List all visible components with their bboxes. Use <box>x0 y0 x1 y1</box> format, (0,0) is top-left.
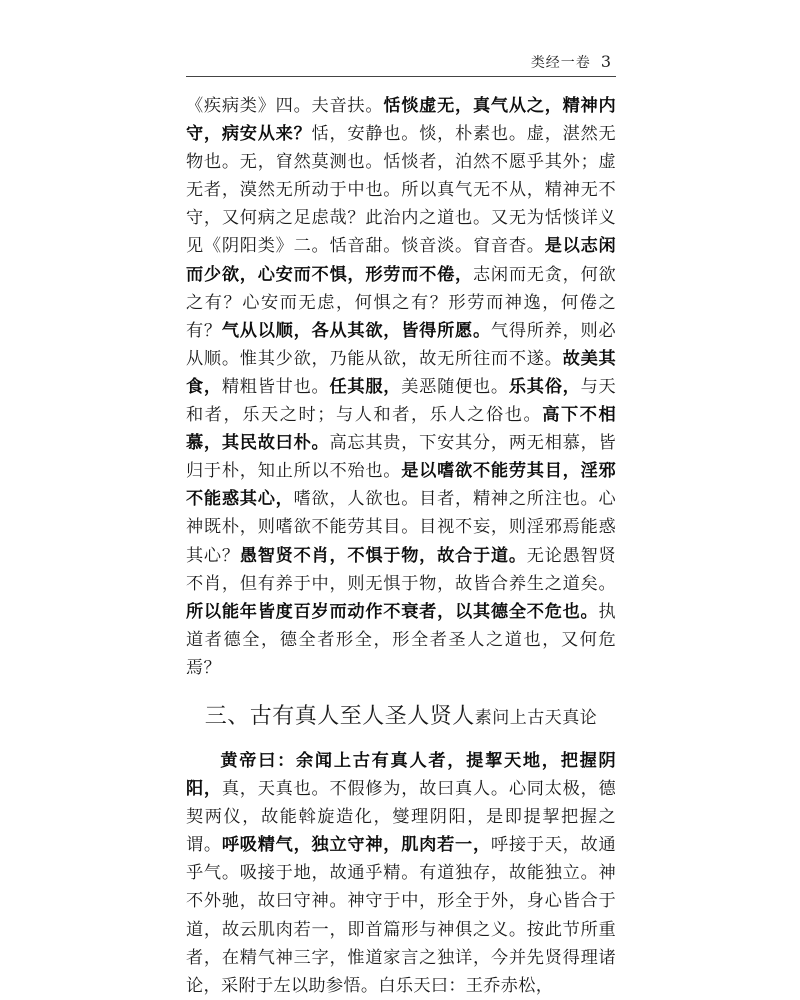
commentary-text: 无论愚智贤不肖，但有养于中，则无惧于物，故皆合养生之道矣。 <box>186 545 616 594</box>
page-number: 3 <box>600 52 612 71</box>
running-title: 类经一卷 <box>530 55 591 71</box>
commentary-text: 精粗皆甘也。 <box>221 376 330 397</box>
classic-text: 恬惔虚无，真气从之，精神内守，病安从来？ <box>186 96 616 145</box>
commentary-text: 《疾病类》四。夫音扶。 <box>186 96 384 116</box>
commentary-text: 气得所养，则必从顺。惟其少欲，乃能从欲，故无所往而不遂。 <box>186 320 616 369</box>
commentary-text: 高忘其贵，下安其分，两无相慕，皆归于朴，知止所以不殆也。 <box>186 433 616 482</box>
commentary-text: 恬，安静也。惔，朴素也。虚，湛然无物也。无，窅然莫测也。恬惔者，泊然不愿乎其外；虚无者，漠然无所动于中也。所以真气无不从，精神无不守，又何病之足虑哉？此治内之道也。又无为恬惔详义见《阴阳类》二。恬音甜。惔音淡。窅音杳。 <box>186 124 616 257</box>
classic-text: 所以能年皆度百岁而动作不衰者，以其德全不危也。 <box>186 601 599 622</box>
classic-text: 故美其食， <box>186 348 616 397</box>
paragraph-commentary-yangsheng <box>186 92 616 682</box>
classic-text: 气从以顺，各从其欲，皆得所愿。 <box>221 320 491 341</box>
classic-text: 黄帝曰：余闻上古有真人者，提挈天地，把握阴阳， <box>186 750 616 800</box>
running-header <box>531 52 612 72</box>
classic-text: 是以志闲而少欲，心安而不惧，形劳而不倦， <box>186 236 616 285</box>
classic-text: 高下不相慕，其民故曰朴。 <box>186 405 617 454</box>
classic-text: 呼吸精气，独立守神，肌肉若一， <box>221 835 491 856</box>
commentary-text: 志闲而无贪，何欲之有？心安而无虑，何惧之有？形劳而神逸，何倦之有？ <box>186 264 616 341</box>
classic-text: 是以嗜欲不能劳其目，淫邪不能惑其心， <box>186 461 616 510</box>
commentary-text: 嗜欲，人欲也。目者，精神之所注也。心神既朴，则嗜欲不能劳其目。目视不妄，则淫邪焉能惑其心？ <box>186 489 616 566</box>
section-source: 素问上古天真论 <box>474 707 598 728</box>
page-body <box>186 92 616 1000</box>
classic-text: 愚智贤不肖，不惧于物，故合于道。 <box>239 545 527 566</box>
header-rule <box>186 76 616 77</box>
commentary-text: 执道者德全，德全者形全，形全者圣人之道也，又何危焉？ <box>186 601 616 678</box>
commentary-text: 呼接于天，故通乎气。吸接于地，故通乎精。有道独存，故能独立。神不外驰，故曰守神。神守于中，形全于外，身心皆合于道，故云肌肉若一，即首篇形与神俱之义。按此节所重者，在精气神三字，惟道家言之独详，今并先贤得理诸论，采附于左以助参悟。白乐天曰：王乔赤松， <box>186 835 616 996</box>
paragraph-zhenren <box>186 747 616 1000</box>
section-heading <box>186 702 616 733</box>
classic-text: 乐其俗， <box>508 376 581 397</box>
commentary-text: 与天和者，乐天之时；与人和者，乐人之俗也。 <box>186 376 616 426</box>
classic-text: 任其服， <box>329 376 402 397</box>
section-title: 三、古有真人至人圣人贤人 <box>204 703 475 729</box>
commentary-text: 美恶随便也。 <box>401 376 509 397</box>
commentary-text: 真，天真也。不假修为，故曰真人。心同太极，德契两仪，故能斡旋造化，燮理阴阳，是即提挈把握之谓。 <box>186 779 616 856</box>
